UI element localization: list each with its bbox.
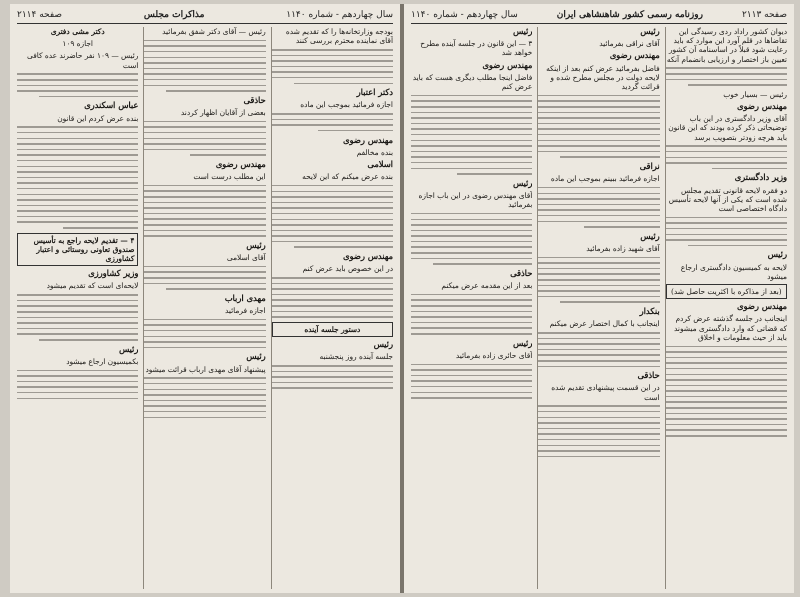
right-col-1 — [665, 27, 787, 589]
left-page-issue: سال چهاردهم - شماره ۱۱۴۰ — [286, 9, 393, 20]
paragraph: آقای حائری زاده بفرمائید — [455, 350, 533, 360]
paragraph: اجازه فرمائید بموجب این ماده — [300, 100, 393, 110]
paragraph: رئیس — ۱۰۹ نفر حاضرند عده کافی است — [27, 51, 139, 70]
paragraph: بکمیسیون ارجاع میشود — [66, 356, 139, 366]
speaker-name: عباس اسکندری — [84, 100, 139, 111]
left-col-3 — [17, 27, 138, 589]
paragraph: پیشنهاد آقای مهدی ارباب قرائت میشود — [145, 364, 266, 374]
paragraph: فاضل بفرمائید عرض کنم بعد از اینکه لایحه دولت در مجلس مطرح شده و قرائت گردید — [546, 63, 660, 92]
paragraph: در این قسمت پیشنهادی تقدیم شده است — [551, 383, 660, 402]
paragraph: بعضی از آقایان اظهار کردند — [180, 107, 266, 117]
speaker-name: مهندس رضوی — [343, 251, 393, 262]
right-page — [402, 4, 794, 593]
speaker-name: مهدی ارباب — [224, 292, 266, 303]
paragraph: لایحه به کمیسیون دادگستری ارجاع میشود — [680, 262, 787, 281]
speaker-name: رئیس — [118, 343, 139, 354]
paragraph: دو فقره لایحه قانونی تقدیم مجلس شده است که یکی از آنها لایحه تأسیس دادگاه اختصاصی است — [668, 185, 787, 213]
speaker-name: اسلامی — [367, 158, 393, 169]
speaker-name: مهندس رضوی — [737, 301, 787, 312]
speaker-name: رئیس — [373, 339, 393, 350]
boxed-heading: ۴ — تقدیم لایحه راجع به تأسیس صندوق تعاونی روستائی و اعتبار کشاورزی — [17, 233, 138, 267]
paragraph: آقای وزیر دادگستری در این باب توضیحاتی ذکر کرده بودند که این قانون باید هرچه زودتر بتصویب برسد — [668, 114, 787, 142]
right-page-number: صفحه ۲۱۱۳ — [741, 9, 787, 20]
left-page — [10, 4, 402, 593]
right-page-title: روزنامه رسمی کشور شاهنشاهی ایران — [556, 9, 703, 20]
speaker-name: مهندس رضوی — [343, 134, 393, 145]
paragraph: رئیس — بسیار خوب — [723, 89, 787, 99]
paragraph: بنده مخالفم — [356, 147, 393, 157]
speaker-name: حاذقی — [637, 370, 660, 381]
speaker-name: رئیس — [512, 337, 533, 348]
speaker-name: رئیس — [640, 27, 660, 36]
section-subtitle: اجازه ۱۰۹ — [62, 39, 93, 49]
section-title: دکتر مشی دفتری — [50, 27, 105, 36]
speaker-name: وزیر دادگستری — [734, 172, 787, 183]
paragraph: ۳ — این قانون در جلسه آینده مطرح خواهد شد — [420, 39, 533, 58]
speaker-name: مهندس رضوی — [737, 100, 787, 111]
paragraph: فاضل اینجا مطلب دیگری هست که باید عرض کنم — [412, 72, 533, 92]
speaker-name: مهندس رضوی — [609, 50, 660, 61]
right-page-columns — [411, 27, 787, 589]
paragraph: جلسه آینده روز پنجشنبه — [319, 352, 393, 362]
boxed-note: (بعد از مذاکره با اکثریت حاصل شد) — [666, 284, 787, 299]
left-page-number: صفحه ۲۱۱۴ — [17, 9, 63, 20]
paragraph: بعد از این مقدمه عرض میکنم — [441, 281, 533, 291]
speaker-name: مهندس رضوی — [215, 158, 266, 169]
speaker-name: رئیس — [246, 351, 266, 362]
speaker-name: رئیس — [512, 177, 533, 188]
speaker-name: حاذقی — [243, 94, 266, 105]
right-page-issue: سال چهاردهم - شماره ۱۱۴۰ — [411, 9, 518, 20]
speaker-name: مهندس رضوی — [482, 59, 533, 70]
paragraph: بنده عرض میکنم که این لایحه — [302, 172, 393, 182]
left-page-header — [17, 8, 393, 24]
left-page-columns — [17, 27, 393, 589]
right-col-3 — [411, 27, 532, 589]
speaker-name: رئیس — [767, 249, 787, 260]
paragraph: بنده عرض کردم این قانون — [57, 113, 139, 123]
paragraph: آقای اسلامی — [226, 253, 266, 263]
left-col-2 — [143, 27, 265, 589]
paragraph: اجازه فرمائید — [225, 306, 266, 315]
paragraph: آقای مهندس رضوی در این باب اجازه بفرمائید — [418, 190, 533, 210]
speaker-name: بنکدار — [639, 306, 660, 317]
speaker-name: رئیس — [246, 239, 266, 250]
paragraph: آقای نراقی بفرمائید — [599, 39, 660, 49]
left-col-1 — [271, 27, 393, 589]
speaker-name: رئیس — [640, 230, 660, 241]
paragraph: آقای شهید زاده بفرمائید — [586, 243, 660, 253]
speaker-name: رئیس — [512, 27, 533, 36]
left-page-title: مذاکرات مجلس — [143, 9, 205, 20]
newspaper-spread — [6, 4, 794, 593]
paragraph: این مطلب درست است — [193, 172, 266, 182]
paragraph: اجازه فرمائید ببینم بموجب این ماده — [550, 174, 660, 184]
boxed-heading: دستور جلسه آینده — [272, 322, 393, 337]
paragraph: در این خصوص باید عرض کنم — [302, 264, 393, 274]
paragraph: دیوان کشور راداد ردی رسیدگی این تقاضاها در قلم آورد این موارد که باید رعایت شود قبلاً در اساسنامه آن کشور تعیین باز اختصار و ارزیابی بانضمام آنکه — [666, 27, 787, 64]
paragraph: لایحه‌ای است که تقدیم میشود — [46, 281, 139, 291]
right-page-header — [411, 8, 787, 24]
paragraph: اینجانب با کمال اختصار عرض میکنم — [549, 319, 660, 329]
speaker-name: نراقی — [639, 160, 660, 171]
speaker-name: دکتر اعتبار — [356, 87, 393, 98]
paragraph: رئیس — آقای دکتر شفق بفرمائید — [162, 27, 266, 36]
right-col-2 — [537, 27, 659, 589]
paragraph: بودجه وزارتخانه‌ها را که تقدیم شده آقای نماینده محترم بررسی کنند — [285, 27, 393, 46]
speaker-name: حاذقی — [510, 267, 533, 278]
paragraph: اینجانب در جلسه گذشته عرض کردم که قضاتی که وارد دادگستری میشوند باید از حیث معلومات و اخلاق — [674, 314, 787, 342]
speaker-name: وزیر کشاورزی — [88, 268, 139, 279]
